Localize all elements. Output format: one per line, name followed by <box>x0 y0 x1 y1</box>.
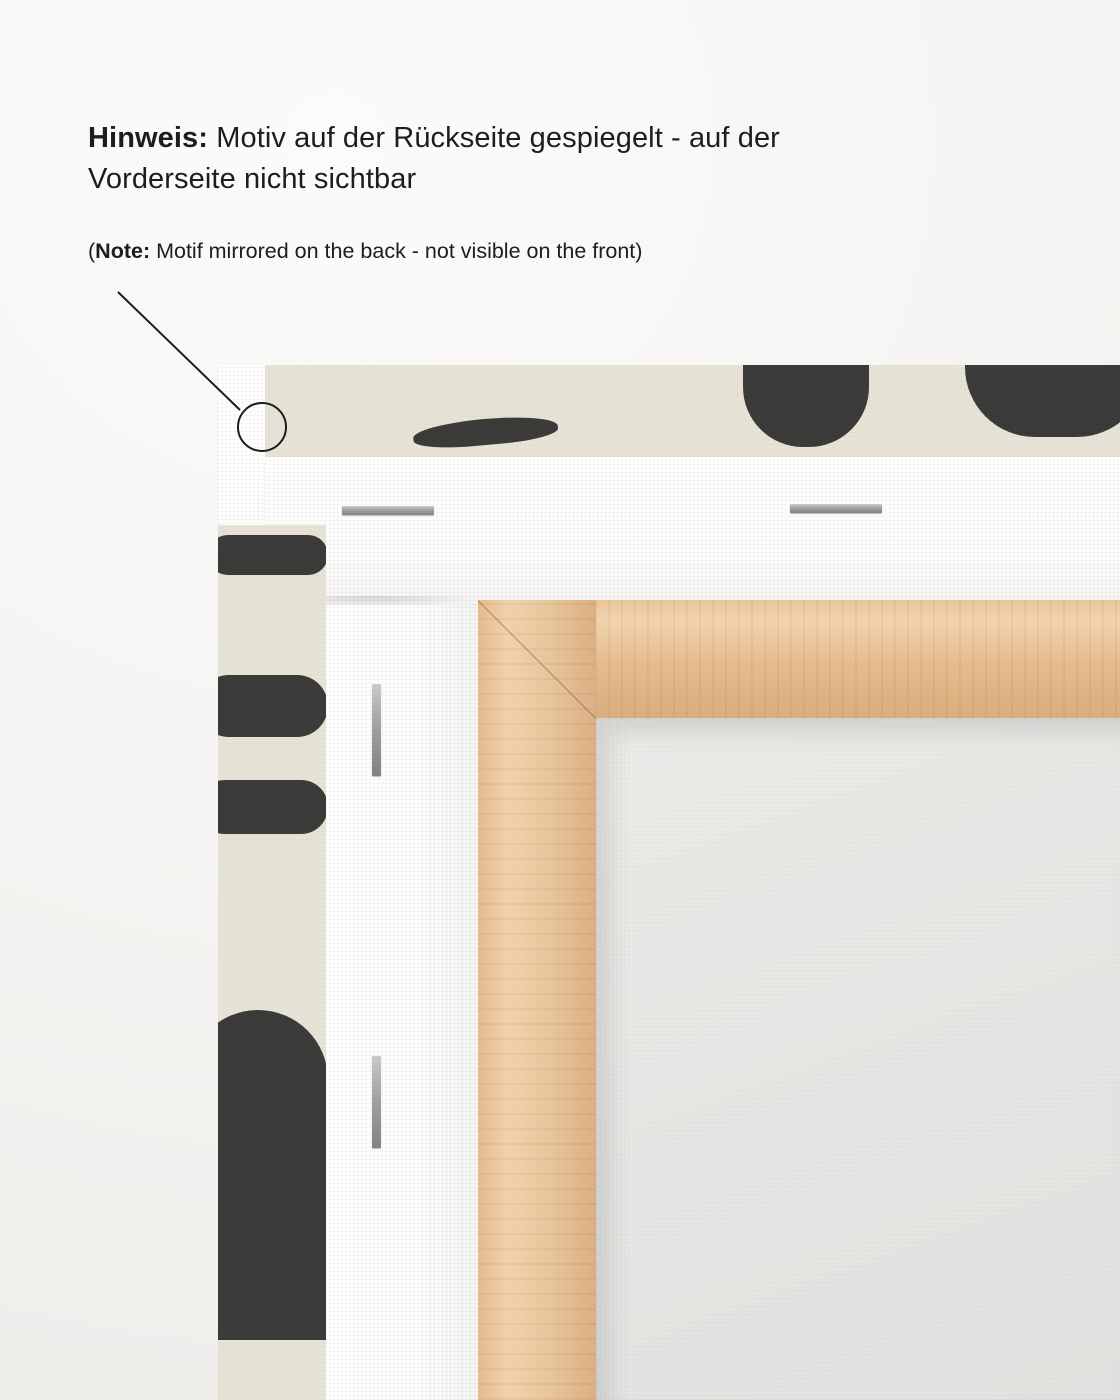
inner-shadow <box>596 718 1120 1400</box>
staple <box>372 684 381 776</box>
note-german-text: Motiv auf der Rückseite gespiegelt - auf der Vorderseite nicht sichtbar <box>88 122 780 196</box>
top-folded-canvas-band <box>265 457 1120 605</box>
motif-strip-texture <box>218 525 326 1400</box>
wood-grain-texture <box>478 600 596 1400</box>
canvas-weave-texture <box>265 457 1120 605</box>
staple <box>342 506 434 515</box>
note-english-text: Motif mirrored on the back - not visible on the front) <box>150 239 643 264</box>
note-german-lead: Hinweis: <box>88 122 209 154</box>
top-edge-motif-strip <box>265 365 1120 457</box>
note-german <box>88 118 908 200</box>
mitre-joint-line <box>478 600 598 720</box>
left-edge-motif-strip <box>218 525 326 1400</box>
annotation-text-block <box>88 118 908 266</box>
left-folded-canvas-band <box>326 605 478 1400</box>
motif-strip-texture <box>265 365 1120 457</box>
canvas-weave-texture <box>326 605 478 1400</box>
staple <box>790 504 882 513</box>
note-english-open-paren: ( <box>88 239 96 264</box>
staple <box>372 1056 381 1148</box>
wooden-stretcher-bar-left <box>478 600 596 1400</box>
inner-canvas-back-surface <box>596 718 1120 1400</box>
note-english-lead: Note: <box>95 239 151 264</box>
note-english <box>88 236 908 266</box>
